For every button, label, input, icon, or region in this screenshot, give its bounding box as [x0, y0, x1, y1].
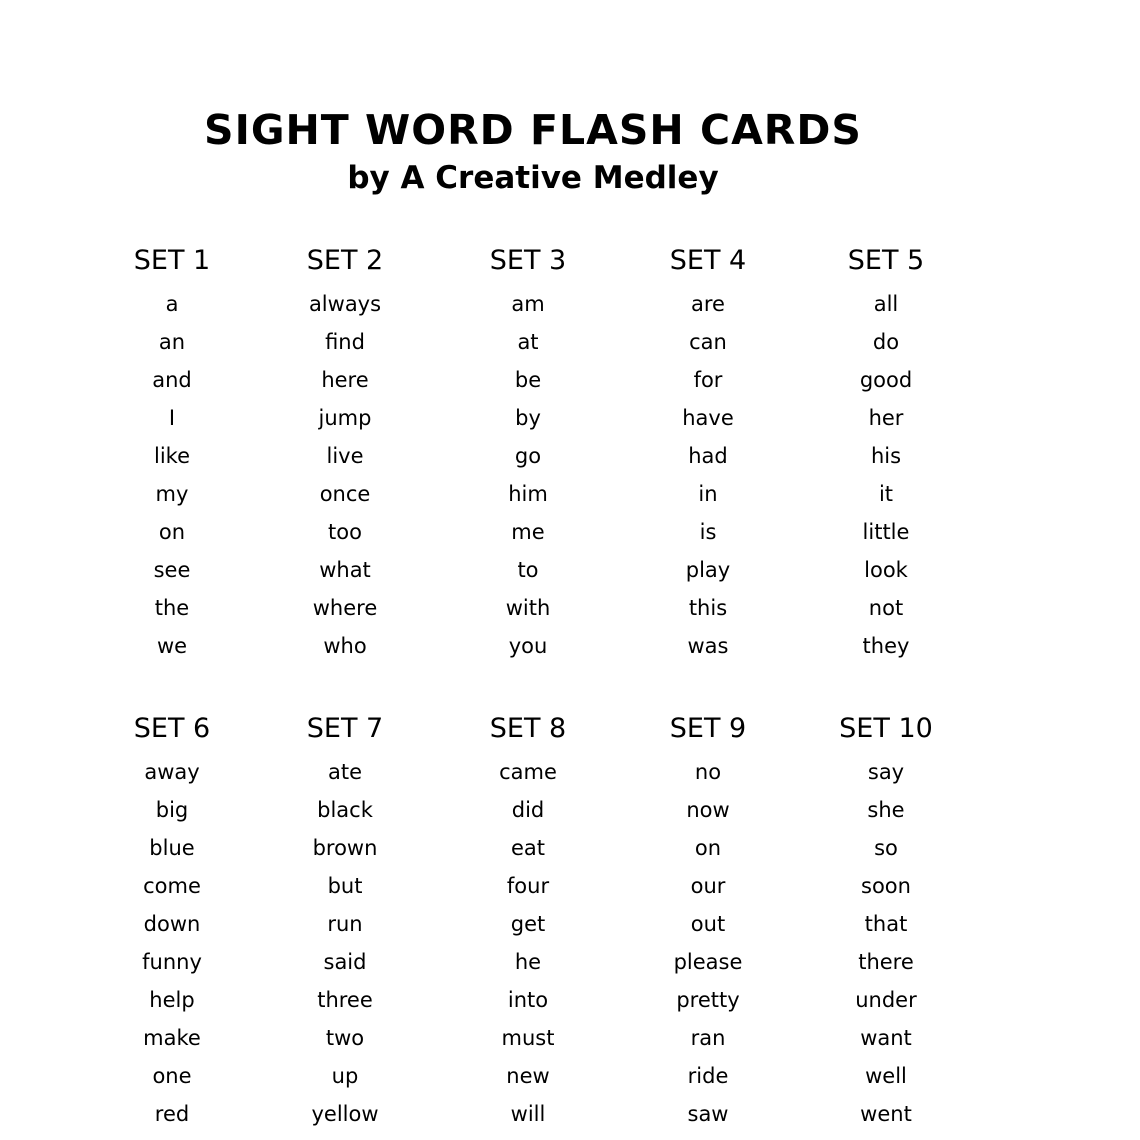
sight-word: ride	[687, 1064, 729, 1088]
set-column	[92, 243, 252, 665]
page-title: SIGHT WORD FLASH CARDS	[204, 106, 862, 154]
sight-word: come	[143, 874, 201, 898]
sight-word: go	[514, 444, 542, 468]
sight-word: the	[154, 596, 190, 620]
sight-word: here	[321, 368, 369, 392]
set-heading: SET 2	[306, 245, 384, 276]
set-heading: SET 4	[669, 245, 747, 276]
sight-word: had	[688, 444, 728, 468]
set-column	[448, 243, 608, 665]
sight-word: so	[874, 836, 898, 860]
set-column	[448, 711, 608, 1133]
set-column	[628, 711, 788, 1133]
sight-word: funny	[142, 950, 202, 974]
sight-word: into	[507, 988, 549, 1012]
sight-word: we	[156, 634, 188, 658]
sight-word: now	[686, 798, 730, 822]
sight-word: what	[319, 558, 371, 582]
sight-word: little	[862, 520, 910, 544]
sight-word: a	[165, 292, 179, 316]
sight-word: help	[149, 988, 195, 1012]
sight-word: big	[155, 798, 189, 822]
set-column	[806, 711, 966, 1133]
set-heading: SET 10	[839, 713, 933, 744]
sight-word: get	[510, 912, 546, 936]
sight-word: eat	[510, 836, 546, 860]
set-heading: SET 3	[489, 245, 567, 276]
sight-word: I	[168, 406, 176, 430]
sight-word: soon	[861, 874, 911, 898]
page-subtitle: by A Creative Medley	[347, 160, 719, 196]
sight-word: red	[154, 1102, 190, 1126]
sight-word: can	[689, 330, 727, 354]
sight-word: three	[317, 988, 373, 1012]
sight-word: under	[855, 988, 917, 1012]
set-heading: SET 7	[306, 713, 384, 744]
sight-word: on	[158, 520, 186, 544]
sight-word: want	[860, 1026, 912, 1050]
set-column	[628, 243, 788, 665]
set-column	[92, 711, 252, 1133]
sight-word: well	[865, 1064, 907, 1088]
sight-word: must	[501, 1026, 555, 1050]
sight-word: did	[511, 798, 545, 822]
sight-word: jump	[318, 406, 372, 430]
sight-word: his	[870, 444, 902, 468]
sight-word: make	[143, 1026, 201, 1050]
sight-word: be	[514, 368, 542, 392]
sight-word: one	[152, 1064, 192, 1088]
sight-word: like	[153, 444, 190, 468]
sight-word: run	[327, 912, 363, 936]
set-heading: SET 9	[669, 713, 747, 744]
sight-word: once	[319, 482, 371, 506]
sight-word: went	[860, 1102, 912, 1126]
set-heading: SET 1	[133, 245, 211, 276]
sight-word: was	[687, 634, 729, 658]
sight-word: live	[326, 444, 364, 468]
sight-word: it	[878, 482, 894, 506]
sight-word: to	[517, 558, 539, 582]
sight-word: there	[858, 950, 914, 974]
sight-word: blue	[149, 836, 195, 860]
sight-word: she	[867, 798, 905, 822]
sight-word: saw	[687, 1102, 729, 1126]
set-column	[806, 243, 966, 665]
sight-word: up	[331, 1064, 359, 1088]
sight-word: ran	[690, 1026, 726, 1050]
sight-word: no	[694, 760, 722, 784]
sight-word: where	[312, 596, 378, 620]
set-column	[265, 243, 425, 665]
sight-word: is	[699, 520, 717, 544]
sight-word: ate	[327, 760, 363, 784]
set-column	[265, 711, 425, 1133]
sight-word: not	[868, 596, 904, 620]
sight-word: her	[868, 406, 904, 430]
sight-word: down	[143, 912, 201, 936]
sight-word: my	[155, 482, 189, 506]
sight-word: me	[511, 520, 545, 544]
sight-word: am	[511, 292, 545, 316]
sight-word: always	[308, 292, 382, 316]
sight-word: said	[323, 950, 367, 974]
sight-word: have	[682, 406, 734, 430]
sight-word: for	[693, 368, 723, 392]
sight-word: who	[323, 634, 367, 658]
set-heading: SET 5	[847, 245, 925, 276]
sight-word: pretty	[676, 988, 740, 1012]
sight-word: all	[873, 292, 899, 316]
sight-word: too	[328, 520, 362, 544]
sight-word: he	[514, 950, 542, 974]
sight-word: that	[864, 912, 908, 936]
sight-word: new	[506, 1064, 550, 1088]
sight-word: and	[152, 368, 192, 392]
sight-word: on	[694, 836, 722, 860]
sight-word: please	[673, 950, 743, 974]
set-heading: SET 8	[489, 713, 567, 744]
sight-word: you	[508, 634, 548, 658]
sight-word: find	[325, 330, 365, 354]
sight-word: our	[690, 874, 726, 898]
sight-word: in	[698, 482, 718, 506]
sight-word: are	[691, 292, 725, 316]
sight-word: look	[864, 558, 908, 582]
sight-word: they	[862, 634, 910, 658]
sight-word: good	[859, 368, 913, 392]
sight-word: this	[688, 596, 728, 620]
sight-word: him	[508, 482, 548, 506]
sight-word: out	[690, 912, 726, 936]
sight-word: away	[144, 760, 200, 784]
sight-word: say	[867, 760, 905, 784]
sight-word: brown	[312, 836, 378, 860]
sight-word: four	[506, 874, 550, 898]
sight-word: yellow	[311, 1102, 379, 1126]
sight-word: see	[153, 558, 191, 582]
sight-word: will	[510, 1102, 546, 1126]
sight-word: do	[872, 330, 900, 354]
sight-word: two	[325, 1026, 365, 1050]
sight-word: black	[317, 798, 373, 822]
set-heading: SET 6	[133, 713, 211, 744]
sight-word: at	[517, 330, 539, 354]
sight-word: but	[327, 874, 363, 898]
sight-word: by	[515, 406, 541, 430]
sight-word: with	[505, 596, 551, 620]
sight-word: an	[158, 330, 186, 354]
sight-word: came	[499, 760, 557, 784]
sight-word: play	[685, 558, 731, 582]
